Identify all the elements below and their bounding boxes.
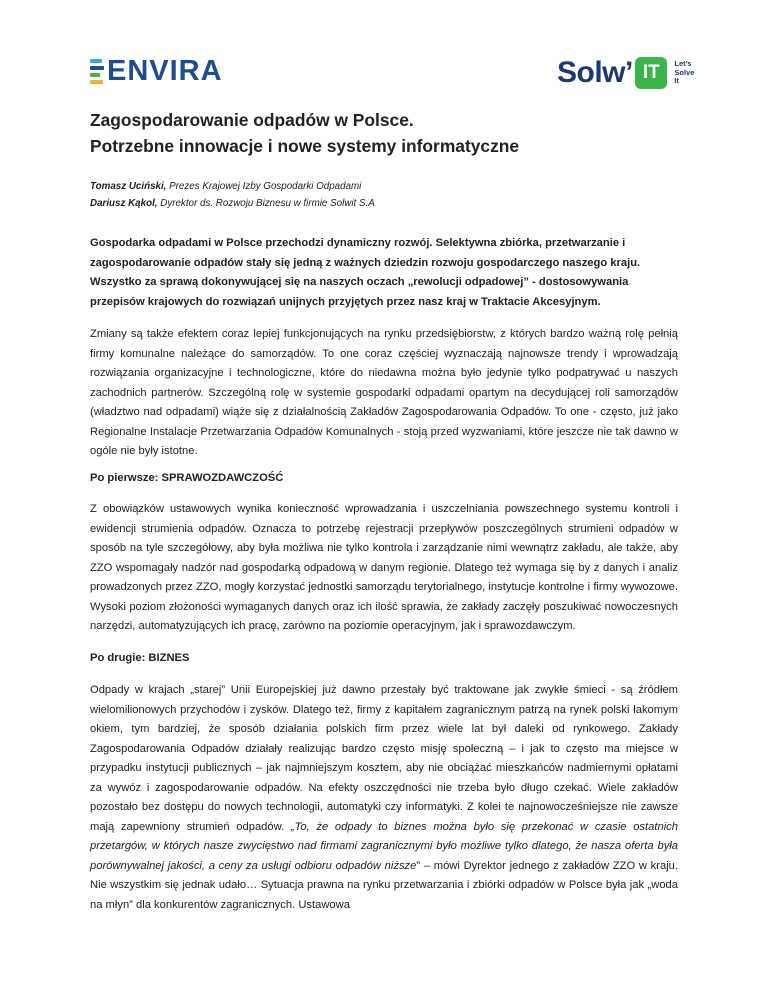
- paragraph-reporting: Z obowiązków ustawowych wynika konieczność wprowadzania i uszczelniania powszechnego systemu kontroli i ewidencji strumienia odpadów. Oznacza to potrzebę rejestracji przepływów poszczególnych strumieni odpadów w sposób na tyle szczegółowy, aby była możliwa nie tylko kontrola i zarządzanie nimi wewnątrz zakładu, ale także, aby ZZO wspomagały nadzór nad gospodarką odpadową w danym regionie. Dlatego też wymaga się by z danych i analiz prowadzonych przez ZZO, mogły korzystać jednostki samorządu terytorialnego, instytucje kontrolne i firmy wywozowe. Wysoki poziom złożoności wymaganych danych oraz ich ilość sprawia, że zakłady zaczęły poszukiwać nowoczesnych narzędzi, automatyzujących ich pracę, zarówno na poziomie operacyjnym, jak i sprawozdawczym.: [90, 503, 678, 632]
- article-title-line2: Potrzebne innowacje i nowe systemy informatyczne: [90, 136, 520, 156]
- solwit-it-badge: IT: [635, 57, 667, 89]
- envira-logo: [90, 56, 223, 86]
- solwit-logo: [557, 53, 704, 93]
- article-title-line1: Zagospodarowanie odpadów w Polsce.: [90, 110, 414, 130]
- paragraph-business-start: Odpady w krajach „starej” Unii Europejskiej już dawno przestały być traktowane jak zwykłe śmieci - są źródłem wielomilionowych przychodów i zysków. Dlatego też, firmy z kapitałem zagranicznym patrzą na rynek polski łakomym okiem, tym bardziej, że sposób działania polskich firm przez wiele lat był daleki od rynkowego. Zakłady Zagospodarowania Odpadów działały realizując bardzo często misję społeczną – i jak to często ma miejsce w przypadku instytucji publicznych – jak najmniejszym kosztem, aby nie obciążać mieszkańców nadmiernymi opłatami za wywóz i zagospodarowanie odpadów. Na efekty oszczędności nie trzeba było długo czekać. Wiele zakładów pozostało bez dostępu do nowych technologii, automatyki czy informatyki. Z kolei te najnowocześniejsze nie zawsze mają zapewniony strumień odpadów.: [90, 684, 678, 833]
- section-heading-business: Po drugie: BIZNES: [90, 652, 190, 664]
- author-role: Prezes Krajowej Izby Gospodarki Odpadami: [166, 181, 362, 192]
- lead-paragraph: Gospodarka odpadami w Polsce przechodzi dynamiczny rozwój. Selektywna zbiórka, przetwarzanie i zagospodarowanie odpadów stały się jedną z ważnych dziedzin rozwoju gospodarczego naszego kraju. Wszystko za sprawą dokonywującej się na naszych oczach „rewolucji odpadowej” - dostosowywania przepisów krajowych do rozwiązań unijnych przyjętych przez nasz kraj w Traktacie Akcesyjnym.: [90, 237, 641, 308]
- solwit-tagline-line: Let’s: [674, 59, 692, 69]
- envira-stripes-icon: [90, 59, 104, 84]
- author-name: Tomasz Uciński,: [90, 181, 167, 192]
- author-role: Dyrektor ds. Rozwoju Biznesu w firmie Solwit S.A: [157, 198, 375, 209]
- solwit-tagline-line: Solve: [674, 67, 695, 77]
- paragraph-business-quote: „To, że odpady to biznes można było się przekonać w czasie ostatnich przetargów, w których nasze zwycięstwo nad firmami zagranicznymi było możliwe tylko dlatego, że nasza oferta była porównywalnej jakości, a ceny za usługi odbioru odpadów niższe: [90, 820, 678, 872]
- authors: [90, 178, 690, 212]
- author-line: [90, 195, 690, 212]
- solwit-logo-text: Solw: [557, 56, 626, 89]
- article-title: [90, 107, 690, 159]
- paragraph-changes: Zmiany są także efektem coraz lepiej funkcjonujących na rynku przedsiębiorstw, z których bardzo ważną rolę pełnią firmy komunalne należące do samorządów. To one coraz częściej wyznaczają najnowsze trendy i wprowadzają rozwiązania organizacyjne i technologiczne, które do niedawna można było jedynie tylko podpatrywać u naszych zachodnich partnerów. Szczególną rolę w systemie gospodarki odpadami opartym na decydującej roli samorządów (władztwo nad odpadami) wiąże się z działalnością Zakładów Zagospodarowania Odpadów. To one - często, już jako Regionalne Instalacje Przetwarzania Odpadów Komunalnych - stoją przed wyzwaniami, które jeszcze nie tak dawno w ogóle nie były istotne.: [90, 328, 678, 457]
- section-heading-reporting: Po pierwsze: SPRAWOZDAWCZOŚĆ: [90, 472, 284, 484]
- author-name: Dariusz Kąkol,: [90, 198, 158, 209]
- paragraph-business-end: ” – mówi Dyrektor jednego z zakładów ZZO w kraju. Nie wszystkim się jednak udało… Sytuacja prawna na rynku przetwarzania i zbiórki odpadów w Polsce była jak „woda na młyn” dla konkurentów zagranicznych. Ustawowa: [90, 859, 679, 911]
- paragraph-business: [90, 681, 678, 915]
- envira-logo-text: ENVIRA: [107, 55, 223, 87]
- solwit-tagline-line: It: [674, 76, 679, 86]
- author-line: [90, 178, 690, 195]
- solwit-apostrophe: ’: [625, 56, 634, 89]
- solwit-tagline: [674, 60, 704, 86]
